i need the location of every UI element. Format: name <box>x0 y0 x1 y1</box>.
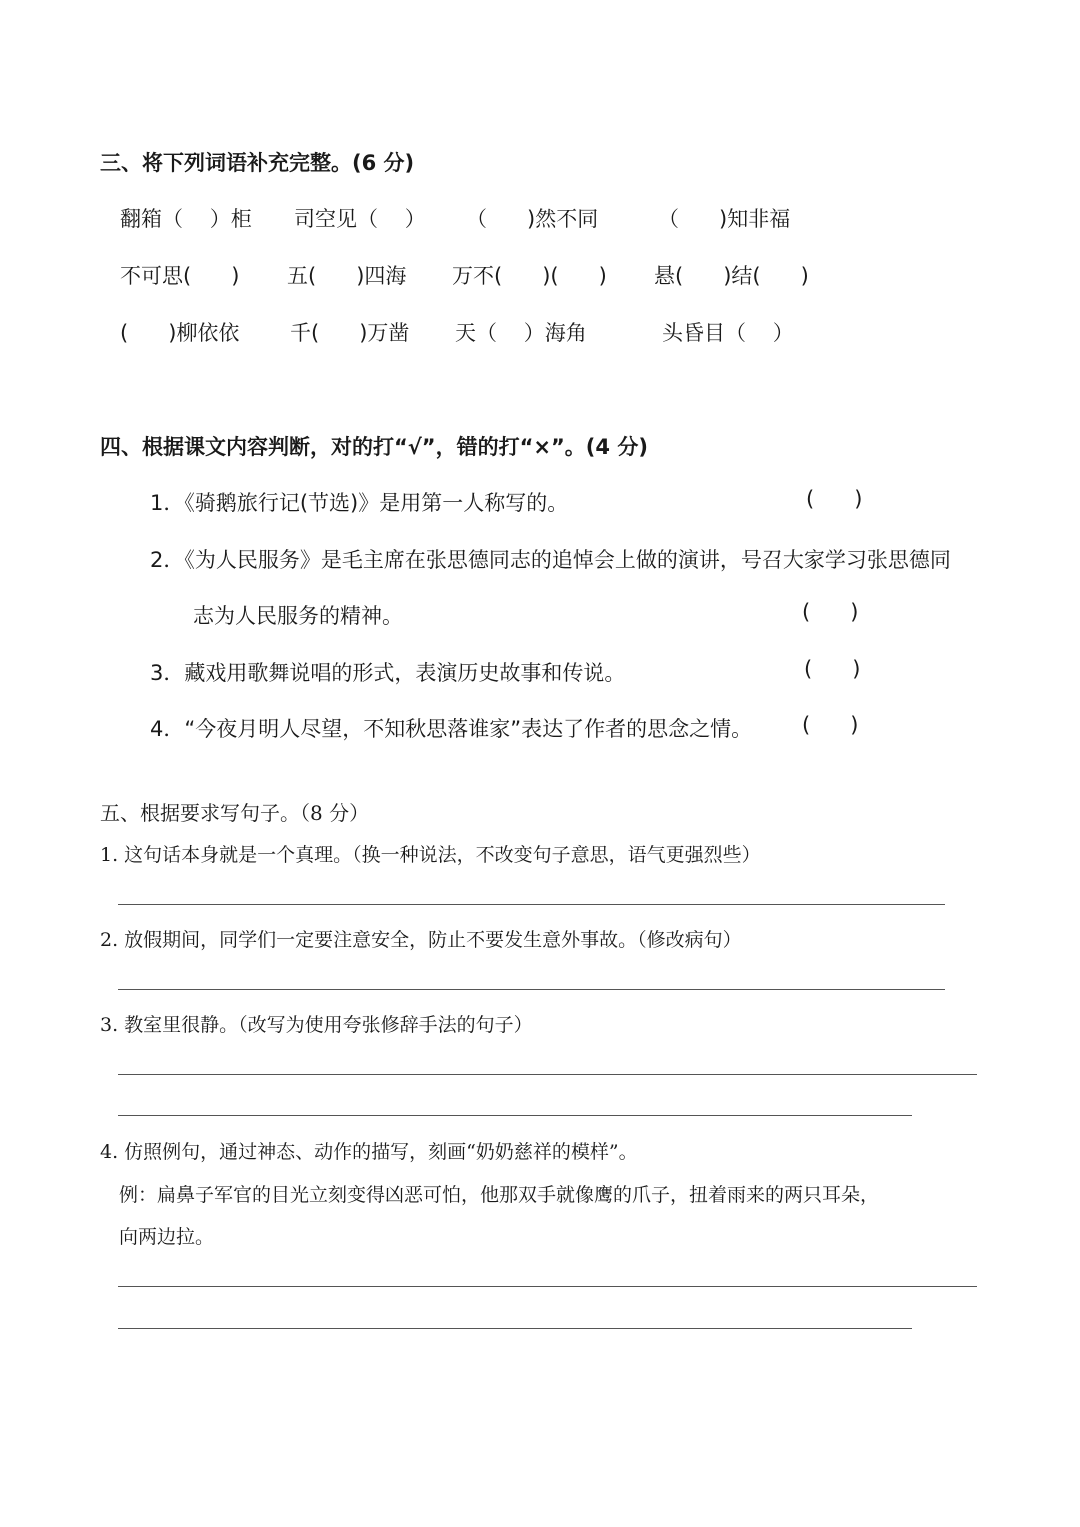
answer-line-1[interactable] <box>118 904 945 905</box>
word-blank-5: 不可思( ) <box>120 264 240 288</box>
judge-item-2: 2．《为人民服务》是毛主席在张思德同志的追悼会上做的演讲，号召大家学习张思德同 <box>150 548 951 572</box>
sentence-question-1: 1. 这句话本身就是一个真理。（换一种说法，不改变句子意思，语气更强烈些） <box>100 844 761 866</box>
word-blank-4: （ )知非福 <box>658 207 791 231</box>
judge-blank-3: ( ) <box>804 657 861 681</box>
judge-blank-1: ( ) <box>806 487 863 511</box>
sentence-question-2: 2. 放假期间，同学们一定要注意安全，防止不要发生意外事故。（修改病句） <box>100 929 742 951</box>
answer-line-2[interactable] <box>118 989 945 990</box>
section-5-title: 五、根据要求写句子。（8 分） <box>100 801 370 825</box>
word-blank-8: 悬( )结( ) <box>654 264 809 288</box>
example-sentence-line-2: 向两边拉。 <box>119 1226 215 1248</box>
judge-item-3: 3．藏戏用歌舞说唱的形式，表演历史故事和传说。 <box>150 661 626 685</box>
word-blank-11: 天（ ）海角 <box>455 321 587 345</box>
section-3-title: 三、将下列词语补充完整。(6 分) <box>100 151 415 175</box>
answer-line-4a[interactable] <box>118 1286 977 1287</box>
word-blank-12: 头昏目（ ） <box>662 321 794 345</box>
section-4-title: 四、根据课文内容判断，对的打“√”，错的打“×”。(4 分) <box>100 435 648 459</box>
answer-line-4b[interactable] <box>118 1328 912 1329</box>
word-blank-10: 千( )万凿 <box>290 321 410 345</box>
word-blank-6: 五( )四海 <box>287 264 407 288</box>
word-blank-9: ( )柳依依 <box>120 321 240 345</box>
answer-line-3b[interactable] <box>118 1115 912 1116</box>
word-blank-3: （ )然不同 <box>466 207 599 231</box>
sentence-question-4: 4. 仿照例句，通过神态、动作的描写，刻画“奶奶慈祥的模样”。 <box>100 1141 638 1163</box>
example-sentence-line-1: 例：扁鼻子军官的目光立刻变得凶恶可怕，他那双手就像鹰的爪子，扭着雨来的两只耳朵， <box>119 1184 880 1206</box>
judge-item-4: 4．“今夜月明人尽望，不知秋思落谁家”表达了作者的思念之情。 <box>150 717 753 741</box>
judge-blank-4: ( ) <box>802 713 859 737</box>
judge-item-1: 1．《骑鹅旅行记(节选)》是用第一人称写的。 <box>150 491 569 515</box>
judge-item-2-cont: 志为人民服务的精神。 <box>193 604 403 628</box>
word-blank-7: 万不( )( ) <box>452 264 607 288</box>
judge-blank-2: ( ) <box>802 600 859 624</box>
word-blank-1: 翻箱（ ）柜 <box>120 207 252 231</box>
sentence-question-3: 3. 教室里很静。（改写为使用夸张修辞手法的句子） <box>100 1014 533 1036</box>
word-blank-2: 司空见（ ） <box>294 207 426 231</box>
answer-line-3a[interactable] <box>118 1074 977 1075</box>
